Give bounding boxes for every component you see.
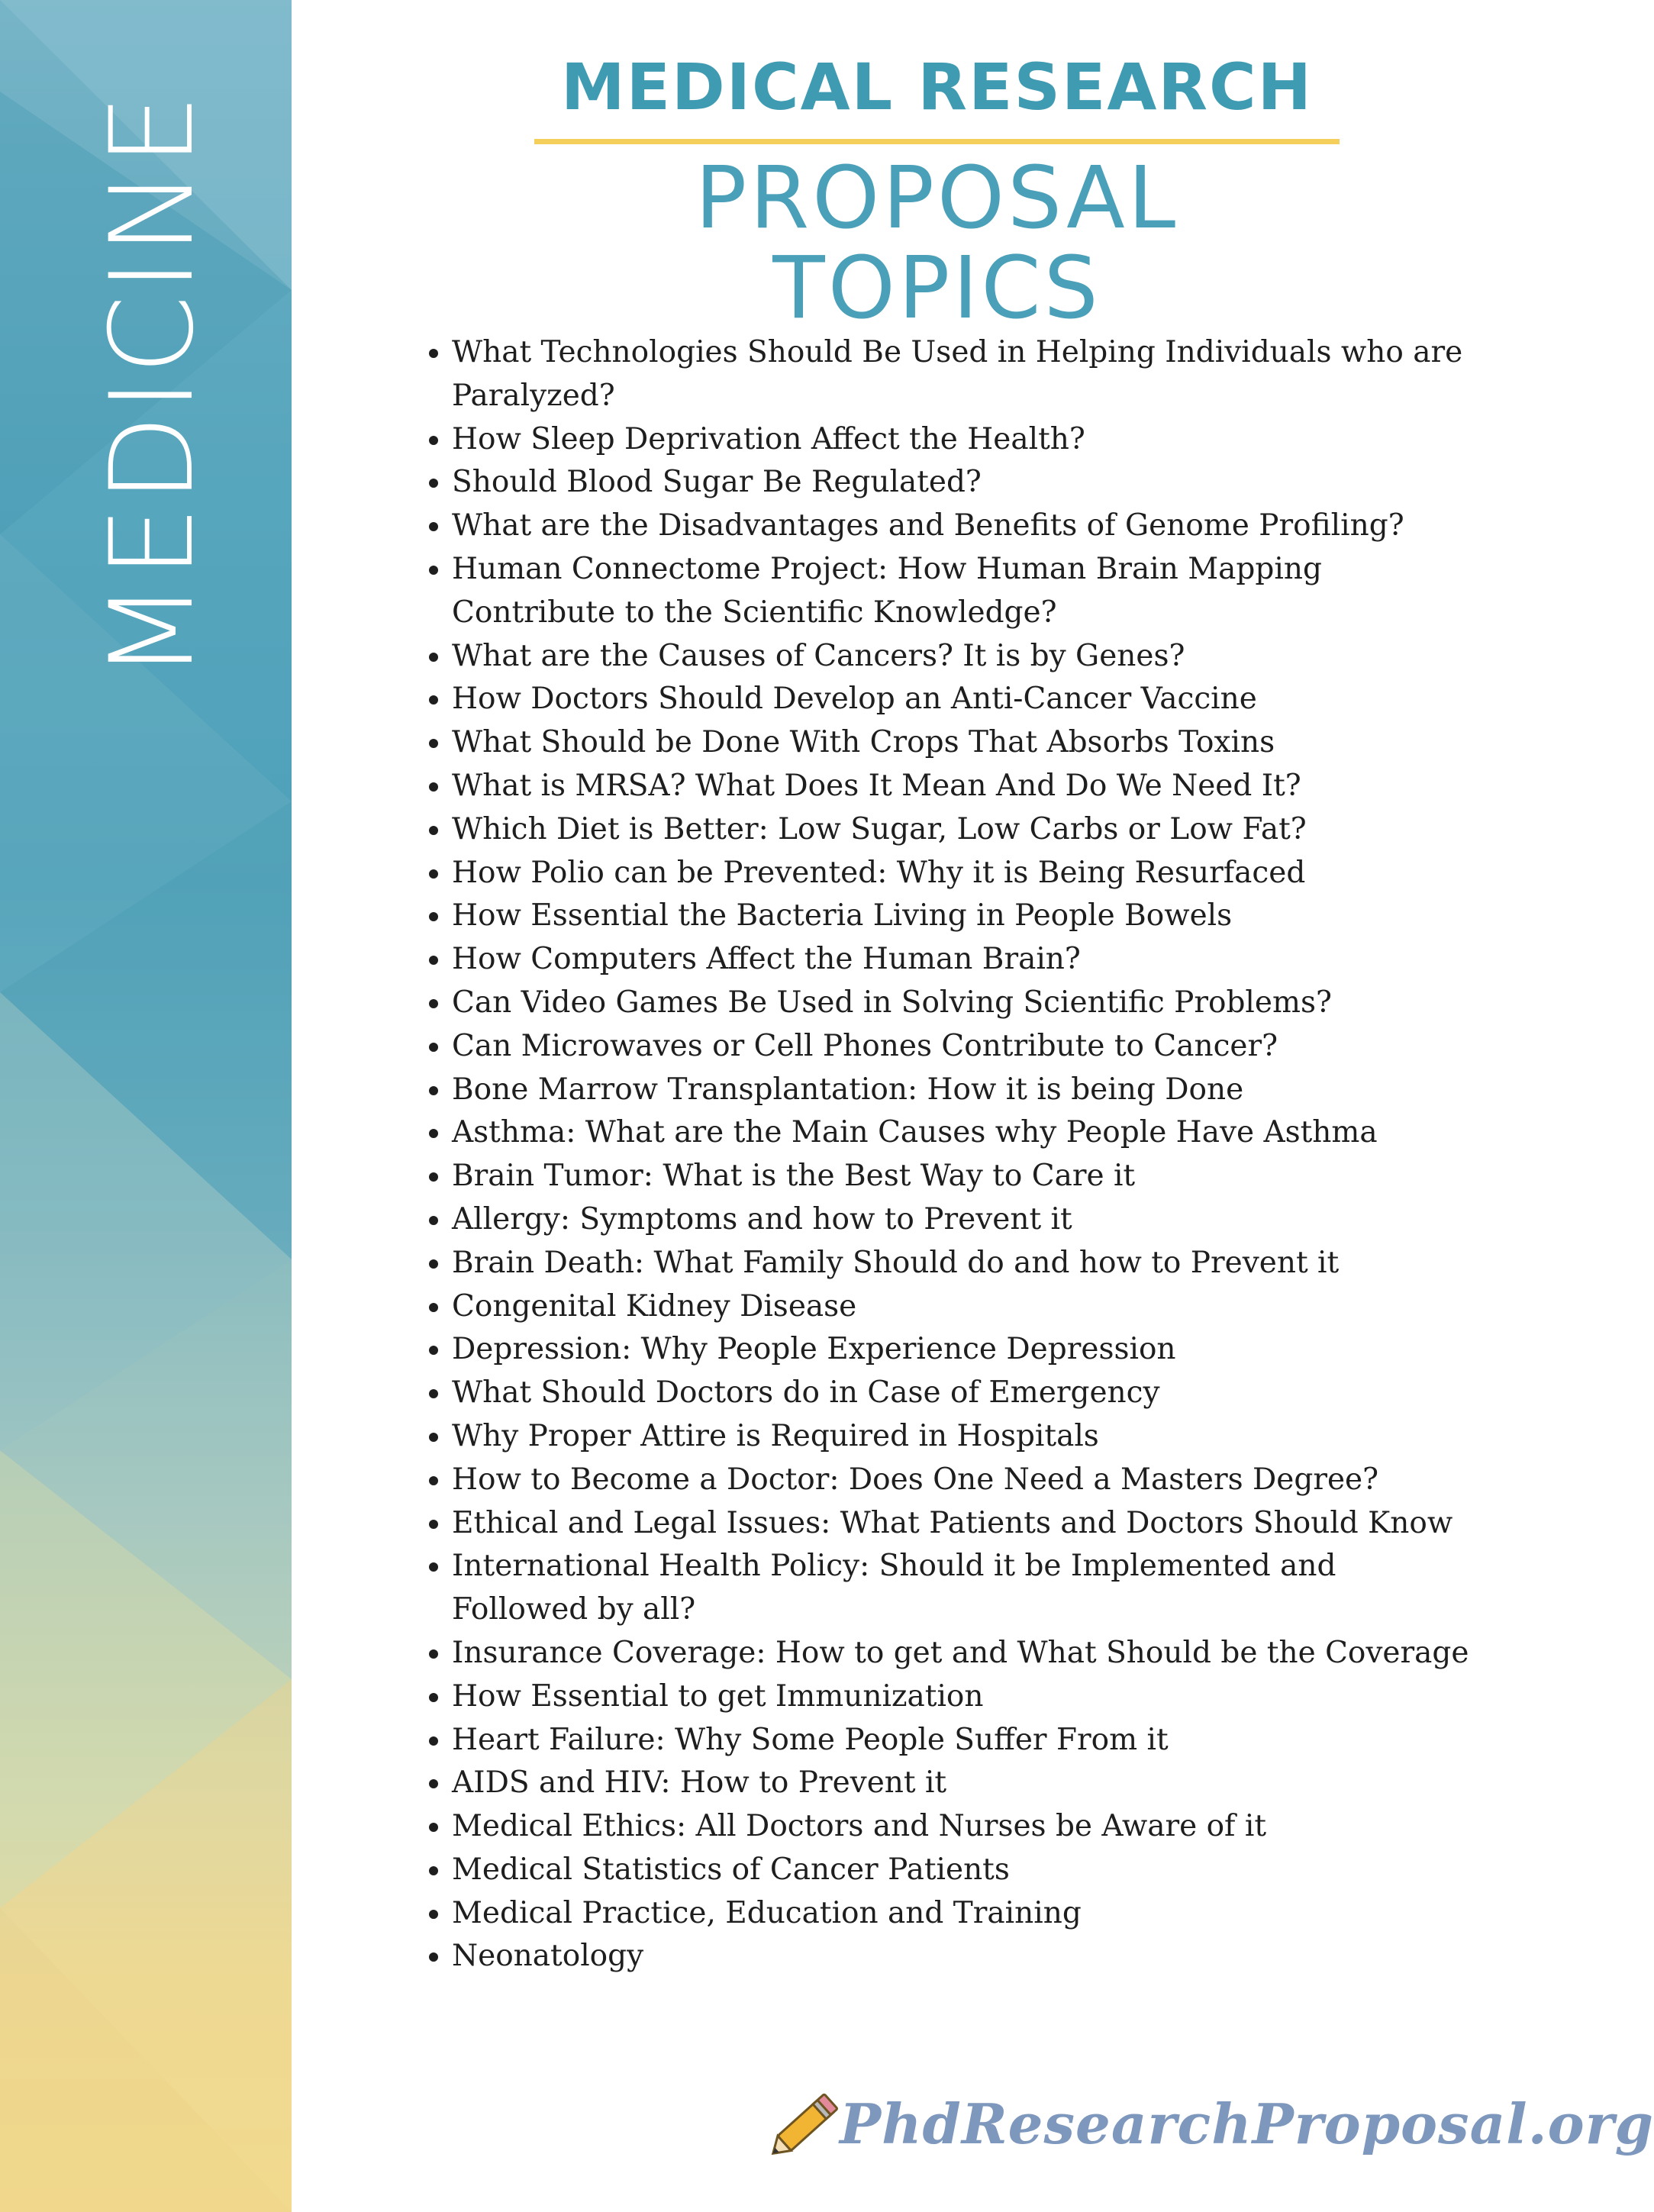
- title-divider: [534, 139, 1340, 144]
- topic-item: • International Health Policy: Should it be Implemented and Followed by all?: [452, 1545, 1475, 1632]
- topic-item: • Should Blood Sugar Be Regulated?: [452, 461, 1475, 505]
- topic-item: • Congenital Kidney Disease: [452, 1285, 1475, 1329]
- topic-item: • How Essential the Bacteria Living in People Bowels: [452, 895, 1475, 938]
- topic-item: • How Sleep Deprivation Affect the Health?: [452, 418, 1475, 462]
- topic-item: • Asthma: What are the Main Causes why People Have Asthma: [452, 1111, 1475, 1155]
- topic-item: • Insurance Coverage: How to get and What Should be the Coverage: [452, 1632, 1475, 1675]
- topic-item: • What are the Disadvantages and Benefits of Genome Profiling?: [452, 505, 1475, 548]
- topic-item: • Medical Practice, Education and Training: [452, 1892, 1475, 1936]
- topic-item: • How Essential to get Immunization: [452, 1675, 1475, 1719]
- topic-item: • Ethical and Legal Issues: What Patients and Doctors Should Know: [452, 1502, 1475, 1546]
- topic-item: • What Technologies Should Be Used in Helping Individuals who are Paralyzed?: [452, 331, 1475, 418]
- topic-item: • How to Become a Doctor: Does One Need a Masters Degree?: [452, 1459, 1475, 1502]
- title-line-1: MEDICAL RESEARCH: [561, 50, 1313, 124]
- sidebar-title: MEDICINE: [86, 91, 219, 680]
- topic-item: • Neonatology: [452, 1935, 1475, 1978]
- topic-list: [412, 331, 1475, 1978]
- topic-item: • Which Diet is Better: Low Sugar, Low Carbs or Low Fat?: [452, 808, 1475, 852]
- topic-item: • How Polio can be Prevented: Why it is Being Resurfaced: [452, 852, 1475, 895]
- topic-item: • How Computers Affect the Human Brain?: [452, 938, 1475, 982]
- sidebar-panel: [0, 0, 292, 2212]
- topic-item: • Brain Death: What Family Should do and how to Prevent it: [452, 1242, 1475, 1285]
- topic-item: • What are the Causes of Cancers? It is by Genes?: [452, 635, 1475, 679]
- brand-footer: [763, 2081, 1654, 2172]
- topic-item: • Can Video Games Be Used in Solving Scientific Problems?: [452, 982, 1475, 1025]
- topic-item: • Why Proper Attire is Required in Hospitals: [452, 1415, 1475, 1459]
- topic-item: • What is MRSA? What Does It Mean And Do We Need It?: [452, 765, 1475, 808]
- brand-text: PhdResearchProposal.org: [840, 2091, 1654, 2156]
- topic-item: • What Should Doctors do in Case of Emergency: [452, 1372, 1475, 1415]
- pencil-icon: [763, 2081, 847, 2172]
- topic-item: • Can Microwaves or Cell Phones Contribute to Cancer?: [452, 1025, 1475, 1069]
- topic-item: • Allergy: Symptoms and how to Prevent it: [452, 1198, 1475, 1242]
- topic-item: • How Doctors Should Develop an Anti-Cancer Vaccine: [452, 678, 1475, 721]
- topic-item: • What Should be Done With Crops That Absorbs Toxins: [452, 721, 1475, 765]
- topic-item: • Medical Statistics of Cancer Patients: [452, 1849, 1475, 1892]
- topic-item: • Depression: Why People Experience Depression: [452, 1328, 1475, 1372]
- topic-item: • Human Connectome Project: How Human Brain Mapping Contribute to the Scientific Knowledge?: [452, 548, 1475, 635]
- topic-item: • Medical Ethics: All Doctors and Nurses be Aware of it: [452, 1805, 1475, 1849]
- title-line-2: PROPOSAL TOPICS: [695, 149, 1179, 338]
- topic-item: • Bone Marrow Transplantation: How it is being Done: [452, 1069, 1475, 1112]
- topic-item: • Heart Failure: Why Some People Suffer From it: [452, 1719, 1475, 1762]
- topic-item: • Brain Tumor: What is the Best Way to Care it: [452, 1155, 1475, 1198]
- topic-item: • AIDS and HIV: How to Prevent it: [452, 1762, 1475, 1805]
